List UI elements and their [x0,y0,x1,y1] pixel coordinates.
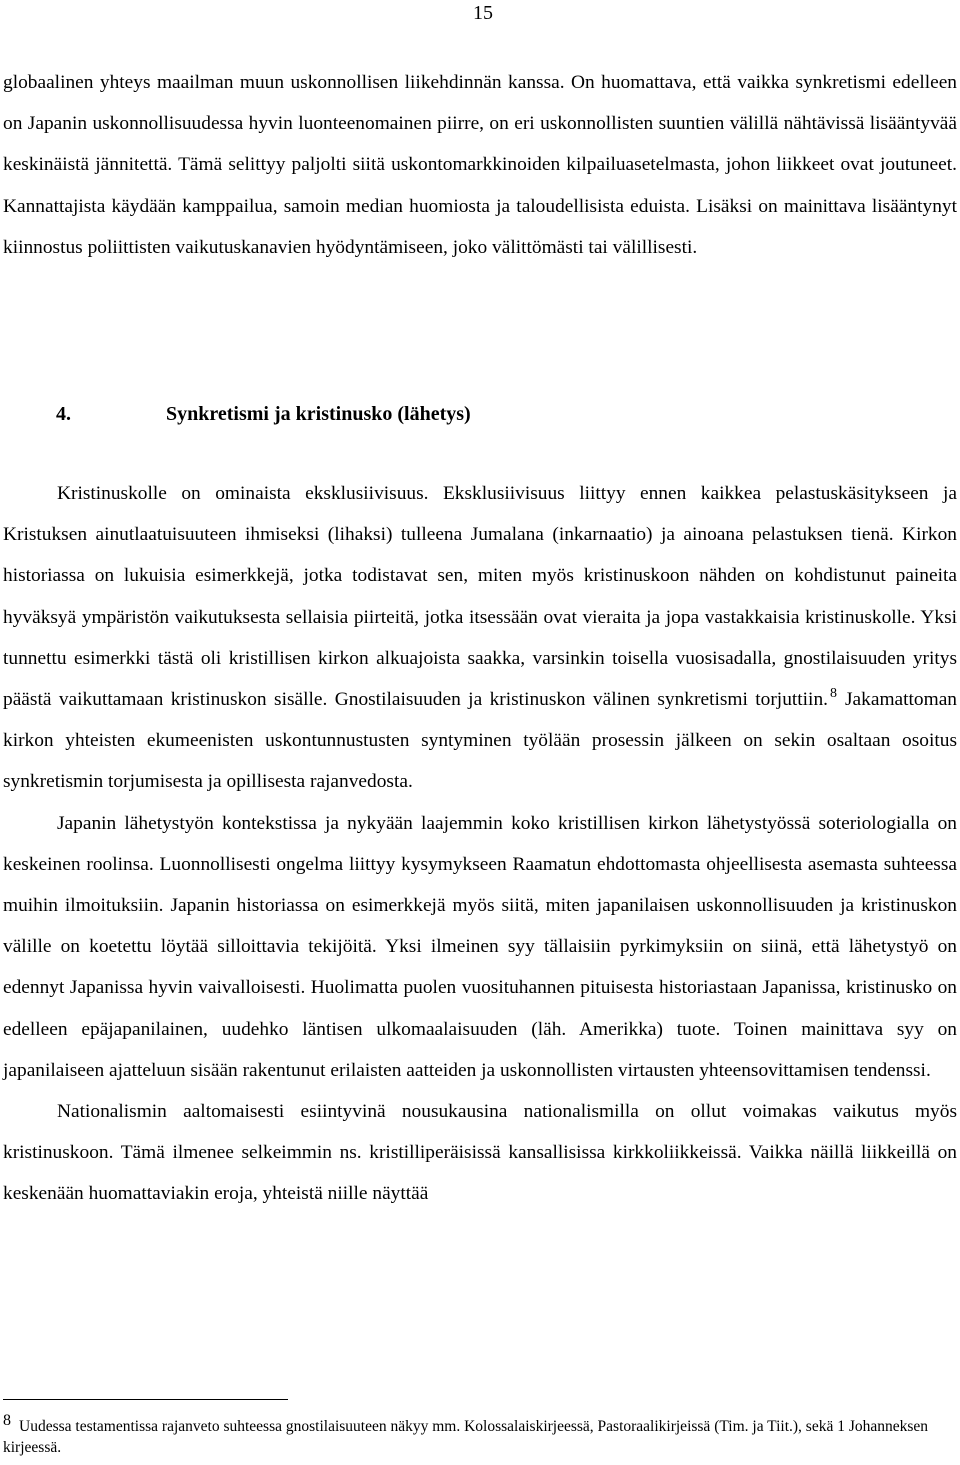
paragraph-text-part: Jakamattoman kirkon yhteisten ekumeenisten uskontunnustusten syntyminen työlään prosessin jälkeen on sekin osaltaan osoitus synkretismin torjumisesta ja opillisesta rajanvedosta. [3,689,957,793]
footnote-number: 8 [3,1412,11,1429]
paragraph-text [3,473,957,803]
paragraph-text: globaalinen yhteys maailman muun uskonnollisen liikehdinnän kanssa. On huomattava, että vaikka synkretismi edelleen on Japanin uskonnollisuudessa hyvin luonteenomainen piirre, on eri uskonnollisten suuntien välillä nähtävissä lisääntyvää keskinäistä jännitettä. Tämä selittyy paljolti siitä uskontomarkkinoiden kilpailuasetelmasta, johon liikkeet ovat joutuneet. Kannattajista käydään kamppailua, samoin median huomiosta ja taloudellisista eduista. Lisäksi on mainittava lisääntynyt kiinnostus poliittisten vaikutuskanavien hyödyntämiseen, joko välittömästi tai välillisesti. [3,72,957,258]
paragraph-text: Nationalismin aaltomaisesti esiintyvinä nousukausina nationalismilla on ollut voimakas vaikutus myös kristinuskoon. Tämä ilmenee selkeimmin ns. kristilliperäisissä kansallisissa kirkkoliikkeissä. Vaikka näillä liikkeillä on keskenään huomattaviakin eroja, yhteistä niille näyttää [3,1101,957,1205]
section-body [3,473,957,1215]
paragraph-text-part: Kristinuskolle on ominaista eksklusiivisuus. Eksklusiivisuus liittyy ennen kaikkea pelastuskäsitykseen ja Kristuksen ainutlaatuisuuteen ihmiseksi (lihaksi) tulleena Jumalana (inkarnaatio) ja ainoana pelastuksen tienä. Kirkon historiassa on lukuisia esimerkkejä, jotka todistavat sen, miten myös kristinuskoon nähden on kohdistunut paineita hyväksyä ympäristön vaikutuksesta sellaisia piirteitä, jotka itsessään ovat vieraita ja jopa vastakkaisia kristinuskolle. Yksi tunnettu esimerkki tästä oli kristillisen kirkon alkuajoista saakka, varsinkin toisella vuosisadalla, gnostilaisuuden yritys päästä vaikuttamaan kristinuskon sisälle. Gnostilaisuuden ja kristinuskon välinen synkretismi torjuttiin. [3,483,957,711]
page-number: 15 [473,2,493,24]
paragraph-text: Japanin lähetystyön kontekstissa ja nykyään laajemmin koko kristillisen kirkon lähetystyössä soteriologialla on keskeinen roolinsa. Luonnollisesti ongelma liittyy kysymykseen Raamatun ehdottomasta ohjeellisesta asemasta suhteessa muihin ilmoituksiin. Japanin historiassa on esimerkkejä myös siitä, miten japanilaisen uskonnollisuuden ja kristinuskon välille on koetettu löytää silloittavia tekijöitä. Yksi ilmeinen syy tällaisiin pyrkimyksiin on siinä, että lähetystyö on edennyt Japanissa hyvin vaivalloisesti. Huolimatta puolen vuosituhannen pituisesta historiastaan Japanissa, kristinusko on edelleen epäjapanilainen, uudehko läntisen ulkomaalaisuuden (läh. Amerikka) tuote. Toinen mainittava syy on japanilaiseen ajatteluun sisään rakentunut erilaisten aatteiden ja uskonnollisten virtausten yhteensovittamisen tendenssi. [3,812,957,1081]
section-number: 4. [56,403,71,425]
section-title: Synkretismi ja kristinusko (lähetys) [166,403,471,425]
section-heading [56,400,471,428]
footnote-separator [3,1399,288,1400]
footnote-reference: 8 [830,686,837,702]
intro-paragraph [3,62,957,268]
footnote-text: Uudessa testamentissa rajanveto suhteessa gnostilaisuuteen näkyy mm. Kolossalaiskirjeessä, Pastoraalikirjeissä (Tim. ja Tiit.), sekä 1 Johanneksen kirjeessä. [3,1418,929,1456]
footnote [3,1412,957,1458]
